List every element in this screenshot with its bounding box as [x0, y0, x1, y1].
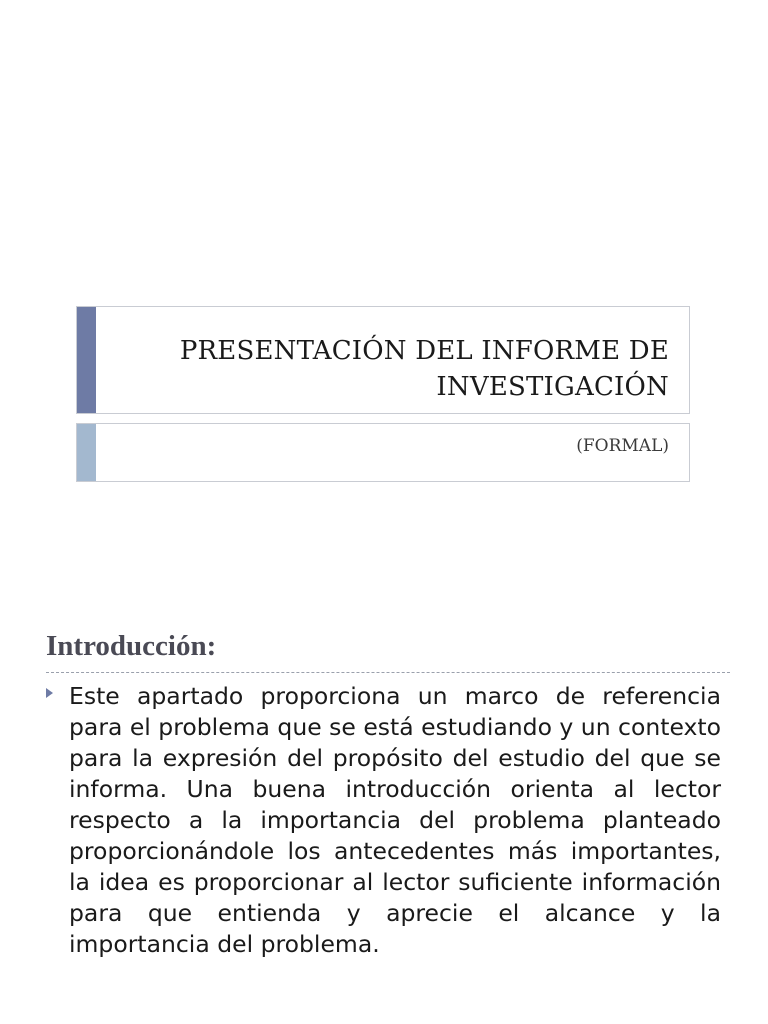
- heading-divider: [46, 672, 730, 673]
- subtitle-accent-bar: [77, 424, 96, 481]
- subtitle-box: [76, 423, 690, 482]
- slide-subtitle: (FORMAL): [576, 436, 669, 456]
- title-accent-bar: [77, 307, 96, 413]
- slide-title-line-2: INVESTIGACIÓN: [436, 372, 669, 402]
- title-box: [76, 306, 690, 414]
- slide-title-line-1: PRESENTACIÓN DEL INFORME DE: [179, 336, 669, 366]
- intro-heading: Introducción:: [46, 630, 217, 662]
- slide-title: [109, 333, 669, 405]
- triangle-right-icon: [46, 688, 53, 698]
- intro-paragraph: Este apartado proporciona un marco de referencia para el problema que se está estudiando y un contexto para la expresión del propósito del estudio del que se informa. Una buena introducción orienta al lector respecto a la importancia del problema planteado proporcionándole los antecedentes más importantes, la idea es proporcionar al lector suficiente información para que entienda y aprecie el alcance y la importancia del problema.: [69, 682, 722, 958]
